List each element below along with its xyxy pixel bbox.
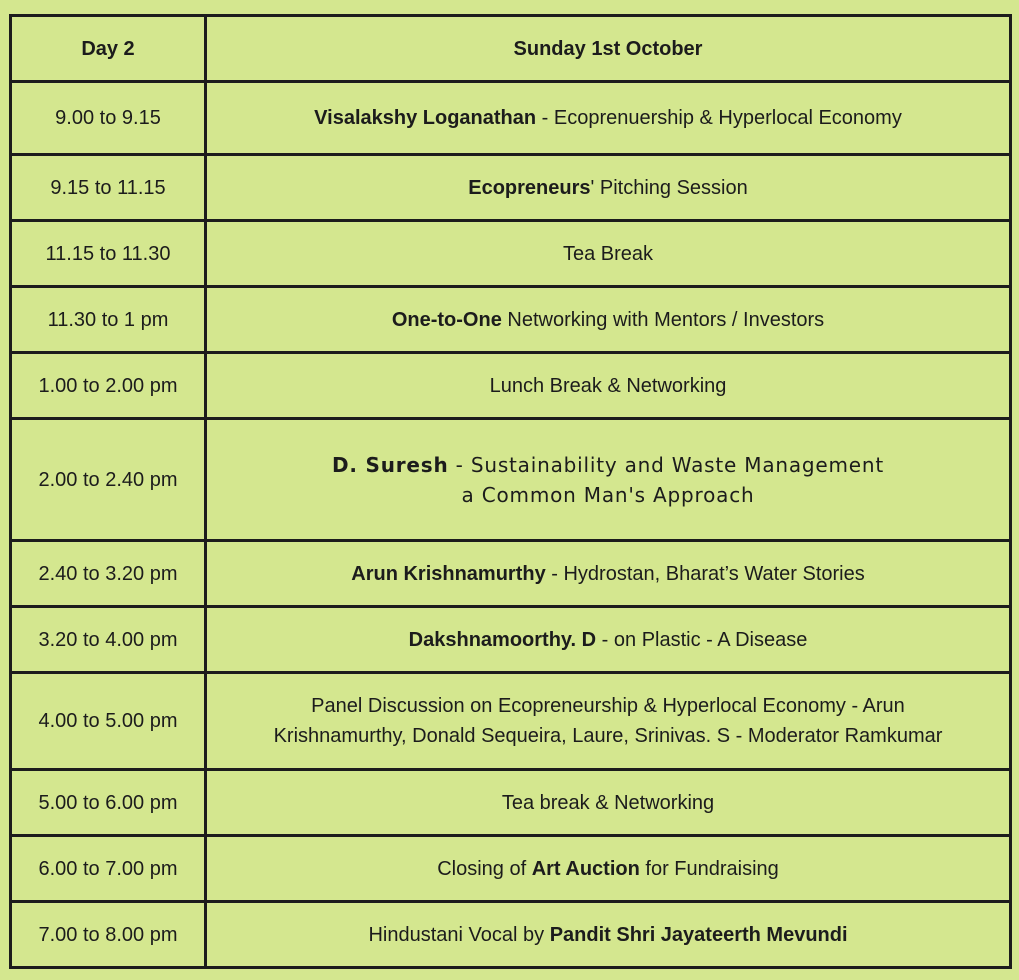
time-cell: 9.15 to 11.15	[11, 155, 206, 221]
event-title-line-2: a Common Man's Approach	[461, 482, 755, 507]
event-title: for Fundraising	[639, 857, 779, 880]
event-title: - Hydrostan, Bharat’s Water Stories	[545, 562, 865, 585]
time-cell: 9.00 to 9.15	[11, 82, 206, 155]
speaker-name: Dakshnamoorthy. D	[408, 628, 597, 651]
event-cell	[206, 541, 1011, 607]
table-row	[11, 607, 1011, 673]
event-cell	[206, 155, 1011, 221]
event-title: Networking with Mentors / Investors	[501, 308, 825, 331]
speaker-name: Arun Krishnamurthy	[351, 562, 546, 585]
event-title: ' Pitching Session	[590, 176, 748, 199]
time-cell: 11.15 to 11.30	[11, 221, 206, 287]
event-cell	[206, 607, 1011, 673]
time-cell: 4.00 to 5.00 pm	[11, 673, 206, 770]
time-cell: 2.00 to 2.40 pm	[11, 419, 206, 541]
event-cell: Lunch Break & Networking	[206, 353, 1011, 419]
table-row	[11, 541, 1011, 607]
event-prefix: Hindustani Vocal by	[368, 923, 550, 946]
event-cell	[206, 673, 1011, 770]
event-title: - Ecoprenuership & Hyperlocal Economy	[536, 107, 902, 129]
table-row	[11, 836, 1011, 902]
date-label: Sunday 1st October	[206, 16, 1011, 82]
event-line	[217, 450, 999, 480]
time-cell: 2.40 to 3.20 pm	[11, 541, 206, 607]
speaker-name: Art Auction	[531, 857, 640, 880]
event-title: - Sustainability and Waste Management	[448, 452, 885, 477]
table-row	[11, 221, 1011, 287]
event-cell	[206, 836, 1011, 902]
event-cell	[206, 419, 1011, 541]
speaker-name: One-to-One	[391, 308, 502, 331]
speaker-name: Visalakshy Loganathan	[314, 107, 537, 129]
time-cell: 5.00 to 6.00 pm	[11, 770, 206, 836]
speaker-name: D. Suresh	[331, 452, 449, 477]
time-cell: 6.00 to 7.00 pm	[11, 836, 206, 902]
day-label: Day 2	[11, 16, 206, 82]
time-cell: 1.00 to 2.00 pm	[11, 353, 206, 419]
event-line-2: Krishnamurthy, Donald Sequeira, Laure, Srinivas. S - Moderator Ramkumar	[273, 725, 943, 747]
event-title: - on Plastic - A Disease	[596, 628, 808, 651]
schedule-table	[9, 14, 1012, 969]
table-header-row	[11, 16, 1011, 82]
event-cell: Tea Break	[206, 221, 1011, 287]
speaker-name: Ecopreneurs	[468, 176, 591, 199]
table-row	[11, 419, 1011, 541]
table-row	[11, 155, 1011, 221]
table-row	[11, 353, 1011, 419]
time-cell: 7.00 to 8.00 pm	[11, 902, 206, 968]
event-prefix: Closing of	[437, 857, 532, 880]
table-row	[11, 770, 1011, 836]
time-cell: 3.20 to 4.00 pm	[11, 607, 206, 673]
event-cell: Tea break & Networking	[206, 770, 1011, 836]
event-cell	[206, 287, 1011, 353]
table-row	[11, 82, 1011, 155]
table-row	[11, 673, 1011, 770]
event-cell	[206, 82, 1011, 155]
speaker-name: Pandit Shri Jayateerth Mevundi	[549, 923, 848, 946]
table-row	[11, 287, 1011, 353]
event-cell	[206, 902, 1011, 968]
event-line-1: Panel Discussion on Ecopreneurship & Hyperlocal Economy - Arun	[311, 695, 905, 717]
table-row	[11, 902, 1011, 968]
time-cell: 11.30 to 1 pm	[11, 287, 206, 353]
